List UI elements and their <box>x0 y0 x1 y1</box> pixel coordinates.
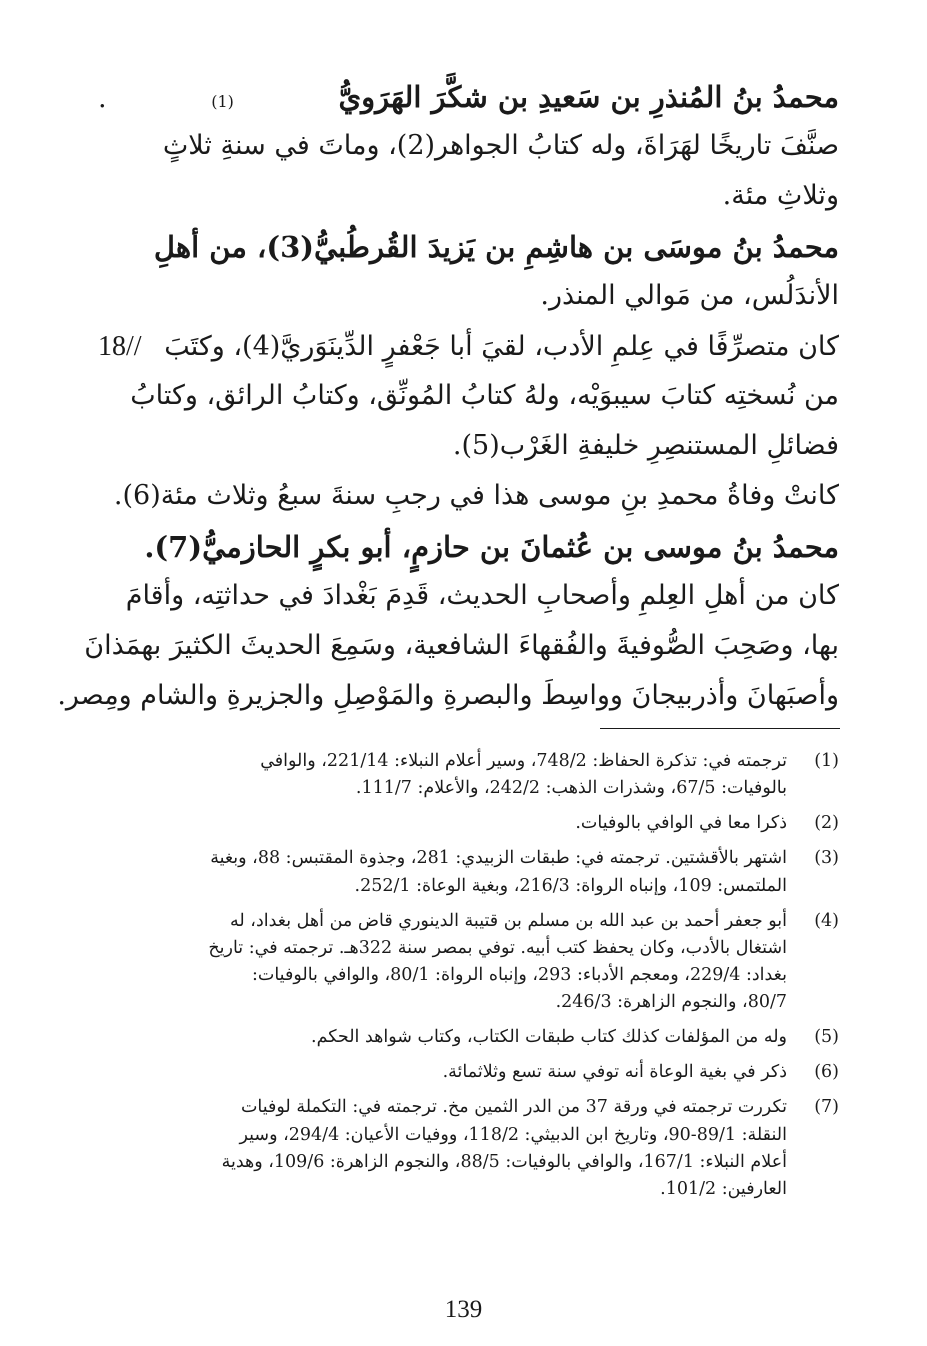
footnote-line: بالوفيات: 67/5، وشذرات الذهب: 242/2، والأعلام: 111/7. <box>355 778 787 799</box>
text-line <box>98 580 839 630</box>
line-text: الأندَلُس، من مَوالي المنذر. <box>540 280 839 311</box>
footnote <box>98 1059 839 1086</box>
text-line <box>98 480 839 530</box>
text-line <box>98 330 839 380</box>
line-text: وثلاثِ مئة. <box>722 180 839 211</box>
footnote-text <box>98 810 787 837</box>
footnote-line: العارفين: 101/2. <box>660 1178 787 1199</box>
footnote-number: (3) <box>814 848 839 869</box>
footnote-separator <box>600 728 840 729</box>
line-text: وأصبَهانَ وأذربيجانَ وواسِطَ والبصرةِ والمَوْصِلِ والجزيرةِ والشام ومِصر. <box>57 680 839 711</box>
line-text: صنَّفَ تاريخًا لهَرَاةَ، وله كتابُ الجواهر(2)، وماتَ في سنةِ ثلاثٍ <box>162 130 839 161</box>
line-text: محمدُ بنُ موسَى بن هاشِمِ بن يَزيدَ القُرطُبيُّ(3)، من أهلِ <box>153 230 839 264</box>
footnote-line: وله من المؤلفات كذلك كتاب طبقات الكتاب، وكتاب شواهد الحكم. <box>311 1027 787 1048</box>
footnote <box>98 1094 839 1203</box>
footnote <box>98 748 839 802</box>
footnote-text <box>98 1024 787 1051</box>
text-line <box>98 180 839 230</box>
text-line <box>84 630 839 680</box>
footnote-line: ترجمته في: تذكرة الحفاظ: 748/2، وسير أعلام النبلاء: 221/14، والوافي <box>260 751 787 771</box>
footnote-text <box>98 1094 787 1203</box>
footnote-number: (7) <box>814 1097 839 1118</box>
text-line <box>57 680 839 730</box>
footnote-marker: (1) <box>211 92 234 111</box>
footnote-text <box>98 908 787 1017</box>
line-text: من نُسختِه كتابَ سيبوَيْه، ولهُ كتابُ المُونِّق، وكتابُ الرائق، وكتابُ <box>130 380 839 411</box>
footnote <box>98 845 839 899</box>
line-text: كان متصرِّفًا في عِلمِ الأدب، لقيَ أبا جَعْفرٍ الدِّينَوَريَّ(4)، وكتَبَ <box>164 331 839 362</box>
footnote <box>98 908 839 1017</box>
footnote-line: الملتمس: 109، وإنباه الرواة: 216/3، وبغية الوعاة: 252/1. <box>354 875 787 896</box>
footnote-number: (6) <box>814 1062 839 1083</box>
text-line <box>98 430 839 480</box>
footnote-number: (1) <box>814 751 839 771</box>
line-tail: . <box>98 83 107 114</box>
line-text: كان من أهلِ العِلمِ وأصحابِ الحديث، قَدِمَ بَغْدادَ في حداثتِه، وأقامَ <box>125 580 839 611</box>
footnote-line: بغداد: 229/4، ومعجم الأدباء: 293، وإنباه الرواة: 80/1، والوافي بالوفيات: <box>251 964 787 985</box>
line-text: محمدُ بنُ المُنذرِ بن سَعيدِ بن شكَّرَ الهَرَويُّ <box>338 80 839 114</box>
text-line <box>98 130 839 180</box>
entry-heading-line <box>98 80 839 130</box>
footnote-number: (4) <box>814 910 839 931</box>
entry-heading-line <box>98 530 839 580</box>
text-line <box>98 280 839 330</box>
footnote <box>98 810 839 837</box>
footnote-line: أبو جعفر أحمد بن عبد الله بن مسلم بن قتيبة الدينوري قاض من أهل بغداد، له <box>230 910 787 931</box>
footnote-line: اشتغال بالأدب، وكان يحفظ كتب أبيه. توفي بمصر سنة 322هـ. ترجمته في: تاريخ <box>208 937 787 958</box>
line-text: كانتْ وفاةُ محمدِ بنِ موسى هذا في رجبِ سنةَ سبعُ وثلاث مئة(6). <box>113 480 839 511</box>
footnote-text <box>98 748 787 802</box>
line-text: بها، وصَحِبَ الصُّوفيةَ والفُقهاءَ الشافعية، وسَمِعَ الحديثَ الكثيرَ بهمَذانَ <box>84 630 839 661</box>
footnotes <box>98 748 839 1211</box>
manuscript-folio-marker: 18// <box>98 331 142 362</box>
text-line <box>98 380 839 430</box>
line-text: محمدُ بنُ موسى بن عُثمانَ بن حازمٍ، أبو بكرٍ الحازميُّ(7). <box>144 530 839 564</box>
footnote-line: تكررت ترجمته في ورقة 37 من الدر الثمين مخ. ترجمته في: التكملة لوفيات <box>240 1097 787 1118</box>
footnote-line: النقلة: 89/1-90، وتاريخ ابن الدبيثي: 118/2، ووفيات الأعيان: 294/4، وسير <box>239 1124 787 1145</box>
line-text: فضائلِ المستنصِرِ خليفةِ الغَرْب(5). <box>452 430 839 461</box>
page-number: 139 <box>444 1296 483 1323</box>
footnote-line: اشتهر بالأقشتين. ترجمته في: طبقات الزبيدي: 281، وجذوة المقتبس: 88، وبغية <box>210 848 787 869</box>
footnote-line: ذكرا معا في الوافي بالوفيات. <box>575 813 787 834</box>
entry-heading-line <box>98 230 839 280</box>
footnote-text <box>98 845 787 899</box>
footnote-line: ذكر في بغية الوعاة أنه توفي سنة تسع وثلاثمائة. <box>442 1062 787 1083</box>
footnote-number: (2) <box>814 813 839 834</box>
footnote <box>98 1024 839 1051</box>
footnote-text <box>98 1059 787 1086</box>
footnote-line: 80/7، والنجوم الزاهرة: 246/3. <box>555 992 787 1012</box>
footnote-line: أعلام النبلاء: 167/1، والوافي بالوفيات: 88/5، والنجوم الزاهرة: 109/6، وهدية <box>221 1151 787 1172</box>
footnote-number: (5) <box>814 1027 839 1048</box>
main-text <box>57 80 839 730</box>
